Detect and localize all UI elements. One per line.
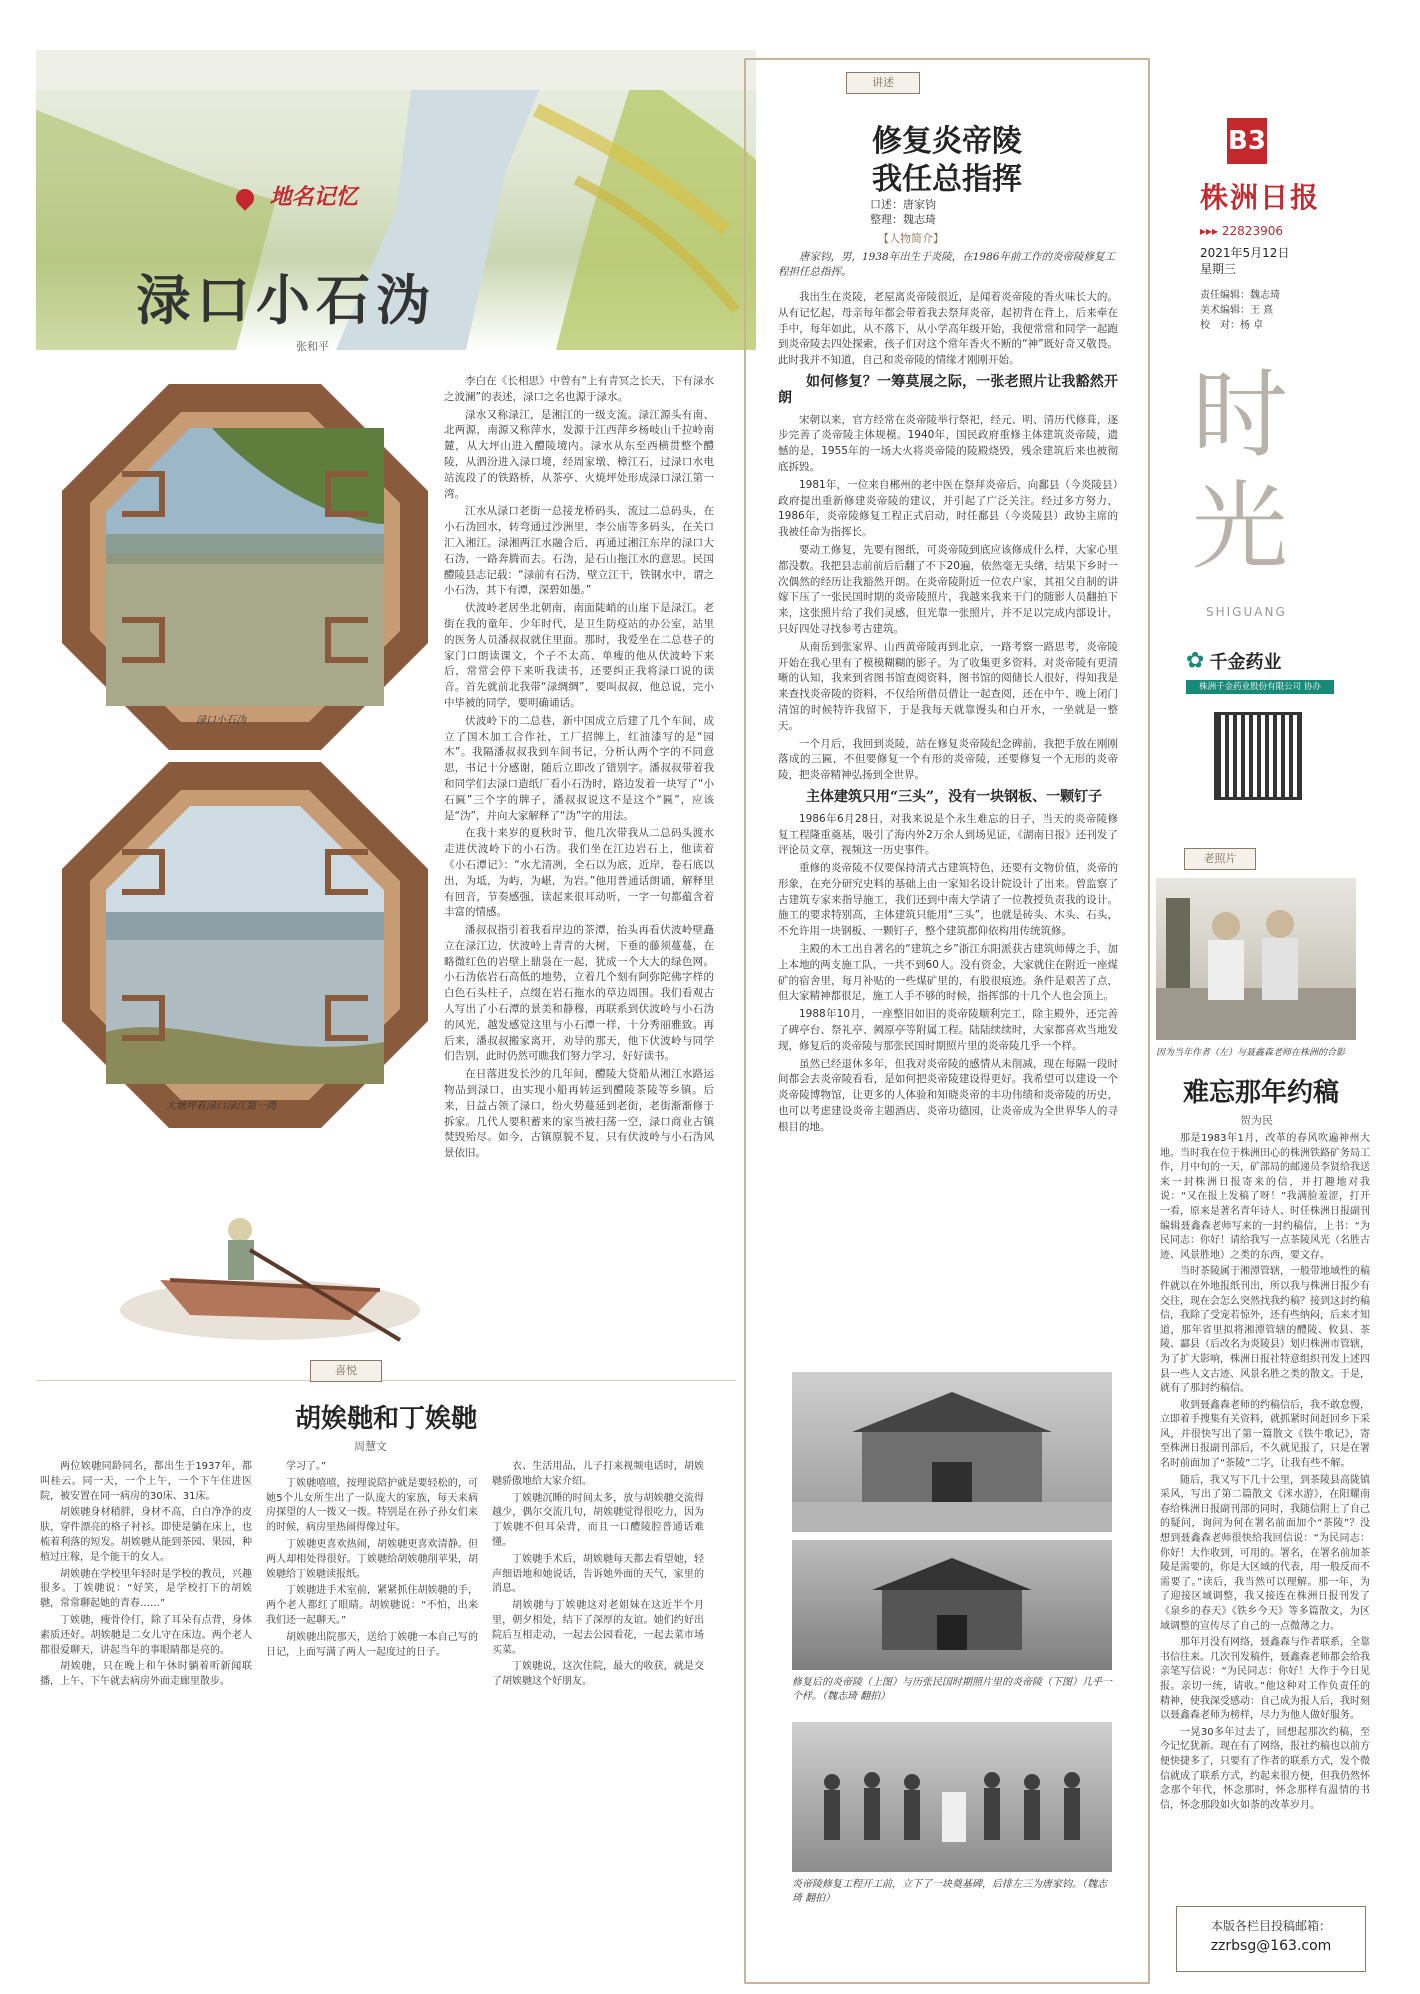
location-pin-icon [232, 185, 257, 210]
paragraph: 我出生在炎陵，老屋离炎帝陵很近，是闻着炎帝陵的香火味长大的。从有记忆起，母亲每年都会带着我去祭拜炎帝，起初背在背上，后来牵在手中，每年如此，从不落下，从小学高年级开始，我便常常和同学一起跑到炎帝陵去四处探索，孩子们对这个常年香火不断的“神”既好奇又敬畏。此时我并不知道，自己和炎帝陵的情缘才刚刚开始。 [778, 291, 1118, 367]
article-title-line-2: 我任总指挥 [872, 162, 1022, 197]
mausoleum-drawing [792, 1372, 1112, 1532]
right-article-title: 难忘那年约稿 [1182, 1078, 1339, 1108]
paragraph: 丁娭毑手术后，胡娭毑每天都去看望她，轻声细语地和她说话，告诉她外面的天气，家里的消息。 [492, 1553, 704, 1595]
page-number-badge: B3 [1227, 118, 1267, 164]
paragraph: 渌水又称渌江，是湘江的一级支流。渌江源头有南、北两源，南源又称萍水，发源于江西萍乡杨岐山千拉岭南麓，从大坪山进入醴陵境内。渌水从东至西横贯整个醴陵，从泗汾进入渌口境，经周家墩、樟江石，过渌口水电站流段了的铁路桥，从茶亭、火焼坪处形成渌口渌江第一湾。 [444, 408, 714, 500]
paragraph: 伏波岭老居坐北朝南，南面陡峭的山崖下是渌江。老街在我的童年、少年时代，是卫生防疫站的办公室，站里的医务人员潘叔叔就住里面。那时，我爱坐在二总巷子的家门口朗读课文，个子不太高、单瘦的他从伏波岭下来后，常常会停下来听我读书，还要纠正我将渌口说的读音。首先就前北我带“渌绸绸”，要叫叔叔，他总说，完小中毕被的同学，要明确诵话。 [444, 602, 714, 709]
paragraph: 胡娭毑，只在晚上和午休时躺着听新闻联播，上午、下午就去病房外面走廊里散步。 [40, 1661, 252, 1688]
old-photo [1156, 878, 1356, 1040]
narrator-credit: 口述：唐家钧 [870, 198, 936, 211]
profile-label: 【人物简介】 [878, 232, 944, 245]
paragraph: 要动工修复，先要有图纸，可炎帝陵到底应该修成什么样，大家心里都没数。我把县志前前后后翻了不下20遍，依然毫无头绪，结果下乡时一次偶然的经历让我豁然开朗。在炎帝陵附近一位农户家，其祖父自制的讲嫁下压了一张民国时期的炎帝陵照片，我越来我来干门的随影人员翻拍下来，这张照片给了我们灵感，但光靠一张照片，并不足以完成内部设计，只好四处寻找参考古建筑。 [778, 543, 1118, 635]
paragraph: 学习了。” [286, 1461, 327, 1472]
paragraph: 丁娭毑进手术室前，紧紧抓住胡娭毑的手，两个老人都红了眼睛。胡娭毑说：“不怕，出来我们还一起聊天。” [266, 1585, 478, 1626]
lattice-frame [62, 762, 428, 1128]
paragraph: 李白在《长相思》中曾有“上有青冥之长天，下有渌水之波澜”的表述，渌口之名也源于渌水。 [444, 375, 714, 403]
bottom-article-col-1 [40, 1460, 252, 1692]
bottom-article-col-2 [266, 1460, 478, 1662]
right-article-body [1160, 1132, 1370, 1815]
paragraph: 衣、生活用品，儿子打来视频电话时，胡娭毑骄傲地给大家介绍。 [492, 1461, 704, 1487]
bottom-article-col-3 [492, 1460, 704, 1692]
qr-code [1214, 712, 1302, 800]
column-tag-label: 地名记忆 [269, 184, 358, 210]
paragraph: 两位娭毑同龄同名，都出生于1937年，都叫桂云。同一天，一个上午，一个下午住进医院，被安置在同一病房的30床、31床。 [40, 1461, 252, 1502]
sponsor-logo [1186, 648, 1326, 674]
paragraph: 一晃30多年过去了，回想起那次约稿，至今记忆犹新。现在有了网络，报社约稿也以前方便快捷多了，只要有了作者的联系方式，发个微信就成了联系方式，约起来很方便，但我仍然怀念那个年代，怀念那时，怀念那样有温情的书信，怀念那段如火如荼的改革岁月。 [1160, 1726, 1370, 1811]
section-title-1: 时 [1192, 359, 1288, 471]
arrow-icon: ▸▸▸ [1200, 224, 1219, 238]
groundbreaking-caption: 炎帝陵修复工程开工前，立下了一块奠基碑，后排左三为唐家钧。（魏志琦 翻拍） [792, 1879, 1107, 1904]
window-frame-photo-1 [62, 384, 428, 750]
bottom-article-author: 周慧文 [354, 1440, 387, 1453]
article-tag: 讲述 [846, 72, 920, 94]
paragraph: 从南岳到张家界、山西黄帝陵再到北京，一路考察一路思考，炎帝陵开始在我心里有了模模糊糊的影子。为了收集更多资料，对炎帝陵有更清晰的认知，我来到省图书馆查阅资料，图书馆的阅储长人很好，得知我是来查找炎帝陵的资料，不仅给所借员借让一起查阅，还在中午、晚上闭门清馆的时候特许我留下，于是我每天就靠馒头和白开水，一坐就是一整天。 [778, 640, 1118, 732]
group-drawing [792, 1722, 1112, 1872]
paragraph: 那年月没有网络，聂鑫森与作者联系，全靠书信往来。几次刊发稿件，聂鑫森老师都会给我亲笔写信说：“为民同志：你好！大作于今日见报。亲切一统，请收。”他这种对工作负责任的精神，使我深受感动：自己成为报人后，我时刻以聂鑫森老师为榜样，尽力为他人做好服务。 [1160, 1637, 1370, 1722]
paragraph: 重修的炎帝陵不仅要保持清式古建筑特色，还要有文物价值，炎帝的形象，在充分研究史料的基础上由一家知名设计院设计了出来。曾监察了古建筑专家来指导施工，我们还到中南大学请了一位教授负责我的设计。施工的要求特别高，主体建筑只能用“三头”，也就是砖头、木头、石头，不允许用一块钢板、一颗钉子，整个建筑都仰依构用传统筑修。 [778, 862, 1118, 938]
paragraph: 随后，我又写下几十公里，到茶陵县高陇镇采风，写出了第二篇散文《洣水游》，在阳耀南春给株洲日报副刊部的同时，我随信附上了自己的疑问，询问为何在署名前面加个“茶陵”？没想到聂鑫森老师很快给我回信说：“为民同志：你好！大作收到，可用的。署名，在署名前加茶陵是需要的，你是大区域的代表，用一般反而不需要了。”读后，我当然可以理解。那一年，为了迎接区域调整，我又接连在株洲日报刊发了《泉乡的春天》《铁乡今天》等多篇散文，为区域调整的宣传尽了自己的一点微薄之力。 [1160, 1474, 1370, 1632]
editor-line: 校 对：杨 卓 [1200, 320, 1264, 331]
phone-number: 22823906 [1221, 224, 1283, 238]
bottom-article-title: 胡娭毑和丁娭毑 [294, 1404, 477, 1434]
sponsor-name: 千金药业 [1209, 652, 1282, 673]
subheading: 主体建筑只用“三头”，没有一块钢板、一颗钉子 [806, 788, 1103, 805]
submission-email-box [1176, 1906, 1366, 1972]
article-title: 渌口小石沩 [136, 268, 436, 332]
photo-caption-1: 渌口小石沩 [196, 715, 246, 726]
mausoleum-caption: 修复后的炎帝陵（上图）与历张民国时期照片里的炎帝陵（下图）几乎一个样。（魏志琦 翻拍） [792, 1677, 1112, 1702]
column-tag [236, 180, 358, 211]
paragraph: 胡娭毑与丁娭毑这对老姐妹在这近半个月里，朝夕相处，结下了深厚的友谊。她们约好出院后互相走动，一起去公园看花，一起去菜市场买菜。 [492, 1600, 704, 1656]
section-title-2: 光 [1192, 471, 1288, 583]
section-pinyin: SHIGUANG [1206, 605, 1287, 619]
email-address[interactable]: zzrbsg@163.com [1210, 1938, 1332, 1954]
middle-article-body-a [778, 290, 1118, 1138]
old-photo-caption: 因为当年作者（左）与聂鑫森老师在株洲的合影 [1156, 1048, 1346, 1058]
article-tag: 喜悦 [310, 1360, 382, 1382]
email-label: 本版各栏目投稿邮箱： [1210, 1919, 1331, 1933]
phone-row [1200, 224, 1283, 238]
paper-name: 株洲日报 [1200, 181, 1321, 214]
paragraph: 1986年6月28日，对我来说是个永生难忘的日子，当天的炎帝陵修复工程隆重奠基，吸引了海内外2万余人到场见证，《湖南日报》还刊发了评论员文章，视频这一历史事件。 [778, 812, 1118, 857]
paragraph: 收到聂鑫森老师的约稿信后，我不敢怠慢，立即着手搜集有关资料，就抓紧时间赶回乡下采风，并很快写出了第一篇散文《铁牛歌记》，寄至株洲日报副刊部后，不久就见报了，只是在署名时前面加了“茶陵”二字，让我有些不解。 [1160, 1399, 1370, 1470]
photo-caption-2: 大塘坪看渌口渌江第一湾 [166, 1101, 276, 1112]
flower-icon: ✿ [1186, 648, 1205, 674]
article-title-line-1: 修复炎帝陵 [872, 124, 1022, 159]
left-article-body [444, 374, 714, 1164]
issue-date: 2021年5月12日 [1200, 246, 1290, 260]
paragraph: 丁娭毑沉睡的时间太多，放与胡娭毑交流得越少，偶尔交流几句，胡娭毑觉得很吃力，因为丁娭毑不但耳朵背，而且一口醴陵腔普通话难懂。 [492, 1492, 704, 1548]
groundbreaking-photo [792, 1722, 1112, 1872]
paragraph: 当时茶陵属于湘潭管辖，一般带地域性的稿件就以在外地报纸刊出，所以我与株洲日报少有交往，现在会怎么突然找我约稿？接到这封约稿信，我除了受宠若惊外，还有些纳闷，后来才知道，那年省里拟将湘潭管辖的醴陵、攸县、茶陵、酃县（后改名为炎陵县）划归株洲市管辖，为了扩大影响，株洲日报社特意组织刊发上述四县一些人文古迹、风景名胜之类的散文。于是，就有了那封约稿信。 [1160, 1266, 1370, 1395]
paragraph: 虽然已经退休多年，但我对炎帝陵的感情从未削减，现在每隔一段时间都会去炎帝陵看看，是如何把炎帝陵建设得更好。我希望可以建设一个炎帝陵博物馆，让更多的人体验和知晓炎帝的丰功伟绩和炎帝陵的历史，也可以考虑建设炎帝主题酒店、炎帝功德园，让炎帝成为全世界华人的寻根目的地。 [778, 1057, 1118, 1133]
editor-credits [1200, 288, 1280, 333]
mausoleum-photo-old [792, 1540, 1112, 1670]
editor-line: 责任编辑：魏志琦 [1200, 290, 1280, 301]
paragraph: 丁娭毑说，这次住院，最大的收获，就是交了胡娭毑这个好朋友。 [492, 1661, 704, 1688]
paragraph: 伏波岭下的二总巷，新中国成立后建了几个车间，成立了国木加工合作社，工厂招牌上，红油漆写的是“园木”。我隔潘叔叔我到车间书记，分析认两个字的不同意思，书记十分感谢，随后立即改了错别字。潘叔叔带着我和同学们去渌口造纸厂看小石沩时，路边发着一块写了“小石匾”三个字的牌子，潘叔叔说这不是这个“匾”，应该是“沩”，并向大家解释了“沩”字的用法。 [444, 714, 714, 822]
paragraph: 丁娭毑嘻嘻，按理说陪护就是要轻松的，可她5个儿女所生出了一队庞大的家族，每天来病房探望的人一拨又一拨。特别是在孙子孙女们来的时候，病房里热闹得像过年。 [266, 1477, 478, 1534]
paragraph: 一个月后，我回到炎陵，站在修复炎帝陵纪念碑前，我把手放在刚刚落成的三匾，不但要修复一个有形的炎帝陵，还要修复一个无形的炎帝陵，把炎帝精神弘扬到全世界。 [778, 737, 1118, 782]
paragraph: 1988年10月，一座整旧如旧的炎帝陵顺利完工，除主殿外，还完善了碑亭台、祭礼亭、阙原亭等附属工程。陆陆续续时，大家都喜欢当地发现，修复后的炎帝陵与那张民国时期照片里的炎帝陵几乎一个样。 [778, 1008, 1118, 1052]
paragraph: 胡娭毑在学校里年轻时是学校的教员，兴趣很多。丁娭毑说：“好笑，是学校打下的胡娭毑，常常聊起她的青春……” [40, 1568, 252, 1610]
profile-text: 唐家钧，男，1938年出生于炎陵，在1986年前工作的炎帝陵修复工程担任总指挥。 [778, 251, 1115, 278]
subheading: 如何修复？一筹莫展之际，一张老照片让我豁然开朗 [778, 373, 1118, 406]
article-author: 张和平 [296, 340, 329, 353]
editor-line: 美术编辑：王 熹 [1200, 305, 1274, 316]
issue-weekday: 星期三 [1200, 262, 1237, 276]
boat-scene [100, 1140, 430, 1350]
window-frame-photo-2 [62, 762, 428, 1128]
divider-line [36, 1380, 736, 1381]
two-men-drawing [1156, 878, 1356, 1040]
lattice-frame [62, 384, 428, 750]
paragraph: 胡娭毑出院那天，送给丁娭毑一本自己写的日记，上面写满了两人一起度过的日子。 [266, 1631, 478, 1658]
paragraph: 在我十来岁的夏秋时节，他几次带我从二总码头渡水走进伏波岭下的小石沩。我们坐在江边岩石上，他读着《小石潭记》：“水尤清冽，全石以为底，近岸，卷石底以出，为坻，为屿，为嵁，为岩。”他用普通话朗诵，解释里有回音，节奏感强，读起来很耳动听，一字一句都蕴含着丰富的情感。 [444, 827, 714, 919]
paragraph: 胡娭毑身材稍胖，身材不高，白白净净的皮肤，穿件漂亮的格子衬衫。即使是躺在床上，也梳着利落的短发。胡娭毑从能到茶园、果园，种植过庄稼，是个能干的女人。 [40, 1507, 252, 1563]
paragraph: 1981年，一位来自郴州的老中医在祭拜炎帝后，向鄱县（今炎陵县）政府提出重新修建炎帝陵的建议，并引起了广泛关注。经过多方努力，1986年，炎帝陵修复工程正式启动，时任鄱县（今炎陵县）政协主席的我被任命为指挥长。 [778, 478, 1118, 539]
paragraph: 丁娭毑更喜欢热闹，胡娭毑更喜欢清静。但两人却相处得很好。丁娭毑给胡娭毑削苹果，胡娭毑给丁娭毑读报纸。 [266, 1538, 478, 1580]
photo-tag: 老照片 [1184, 848, 1256, 870]
boat-photo [100, 1140, 430, 1350]
mausoleum-photo-restored [792, 1372, 1112, 1532]
paragraph: 丁娭毑，瘦骨伶仃，除了耳朵有点背，身体素质还好。胡娭毑是二女儿守在床边。两个老人都很爱聊天，讲起当年的事眼睛都是亮的。 [40, 1614, 252, 1656]
paragraph: 那是1983年1月，改革的春风吹遍神州大地。当时我在位于株洲田心的株洲铁路矿务局工作，月中旬的一天，矿部局的邮递员李贤给我送来一封株洲日报寄来的信，并打趣地对我说：“又在报上发稿了呀！”我满脸羞涩，打开一看，原来是著名青年诗人、时任株洲日报副刊编辑聂鑫森老师写来的一封约稿信，上书：“为民同志：你好！请给我写一点茶陵风光（名胜古迹、风景胜地）之类的东西，要文存。 [1160, 1133, 1370, 1261]
paragraph: 主殿的木工出自著名的“建筑之乡”浙江东阳派获古建筑师傅之手，加上本地的两支施工队，一共不到60人。没有资金，大家就住在附近一座煤矿的宿舍里，每月补贴的一些煤矿里的，有股很痕迹。条件是艰苦了点，但大家精神都很足，施工人手不够的时候，指挥部的十几个人也会顶上。 [778, 943, 1118, 1003]
paragraph: 在日落进发长沙的几年间，醴陵大贷船从湘江水路运物品到渌口，由实现小船再转运到醴陵茶陵等乡镇。后来，日益占领了渌口，纷火势蔓延到老街，老街渐渐修于拆家。几代人要积蓄来的家当被扫荡一空，渌口商业古镇焚毁殆尽。如今，古镇原貌不复，只有伏波岭与小石沩风景依旧。 [444, 1068, 714, 1160]
mausoleum-drawing [792, 1540, 1112, 1670]
sponsor-line: 株洲千金药业股份有限公司 协办 [1186, 680, 1334, 694]
right-article-author: 贺为民 [1240, 1114, 1273, 1127]
organizer-credit: 整理：魏志琦 [870, 213, 936, 226]
paragraph: 宋朝以来，官方经常在炎帝陵举行祭祀，经元、明、清历代修葺，逐步完善了炎帝陵主体规模。1940年，国民政府重修主体建筑炎帝陵，遗憾的是，1955年的一场大火将炎帝陵的陵殿烧毁，残余建筑后来也被彻底拆毁。 [778, 413, 1118, 473]
paragraph: 潘叔叔指引着我看岸边的茶潭，抬头再看伏波岭壁矗立在渌江边，伏波岭上青青的大树，下垂的藤须蔓蔓，在略微红色的岩壁上鼎袅在一起，犹成一个大大的绿色网。小石沩依岩石高低的地势，立着几个刻有阿弥陀佛字样的白色石头柱子，点缀在岩石拖水的草边周围。我们看观古人写出了小石潭的景美和静穆，再联系到伏波岭与小石沩的风光，越发感觉这里与小石潭一样，十分秀丽雅致。再后来，潘叔叔搬家离开，劝导的那天，他下伏波岭与同学们告别，此时仍然可瞧我们努力学习，好好读书。 [444, 924, 714, 1063]
paragraph: 江水从渌口老街一总接龙桥码头，流过二总码头，在小石沩回水，转弯通过沙洲里，李公庙等多码头，在关口汇入湘江。渌湘两江水融合后，再通过湘江东岸的渌口大石沩，一路奔腾而去。石沩，是石山拖江水的意思。民国醴陵县志记载：“渌前有石沩，壁立江干，铁钢水中，谓之小石沩，其下有潭，深碧如墨。” [444, 505, 714, 597]
